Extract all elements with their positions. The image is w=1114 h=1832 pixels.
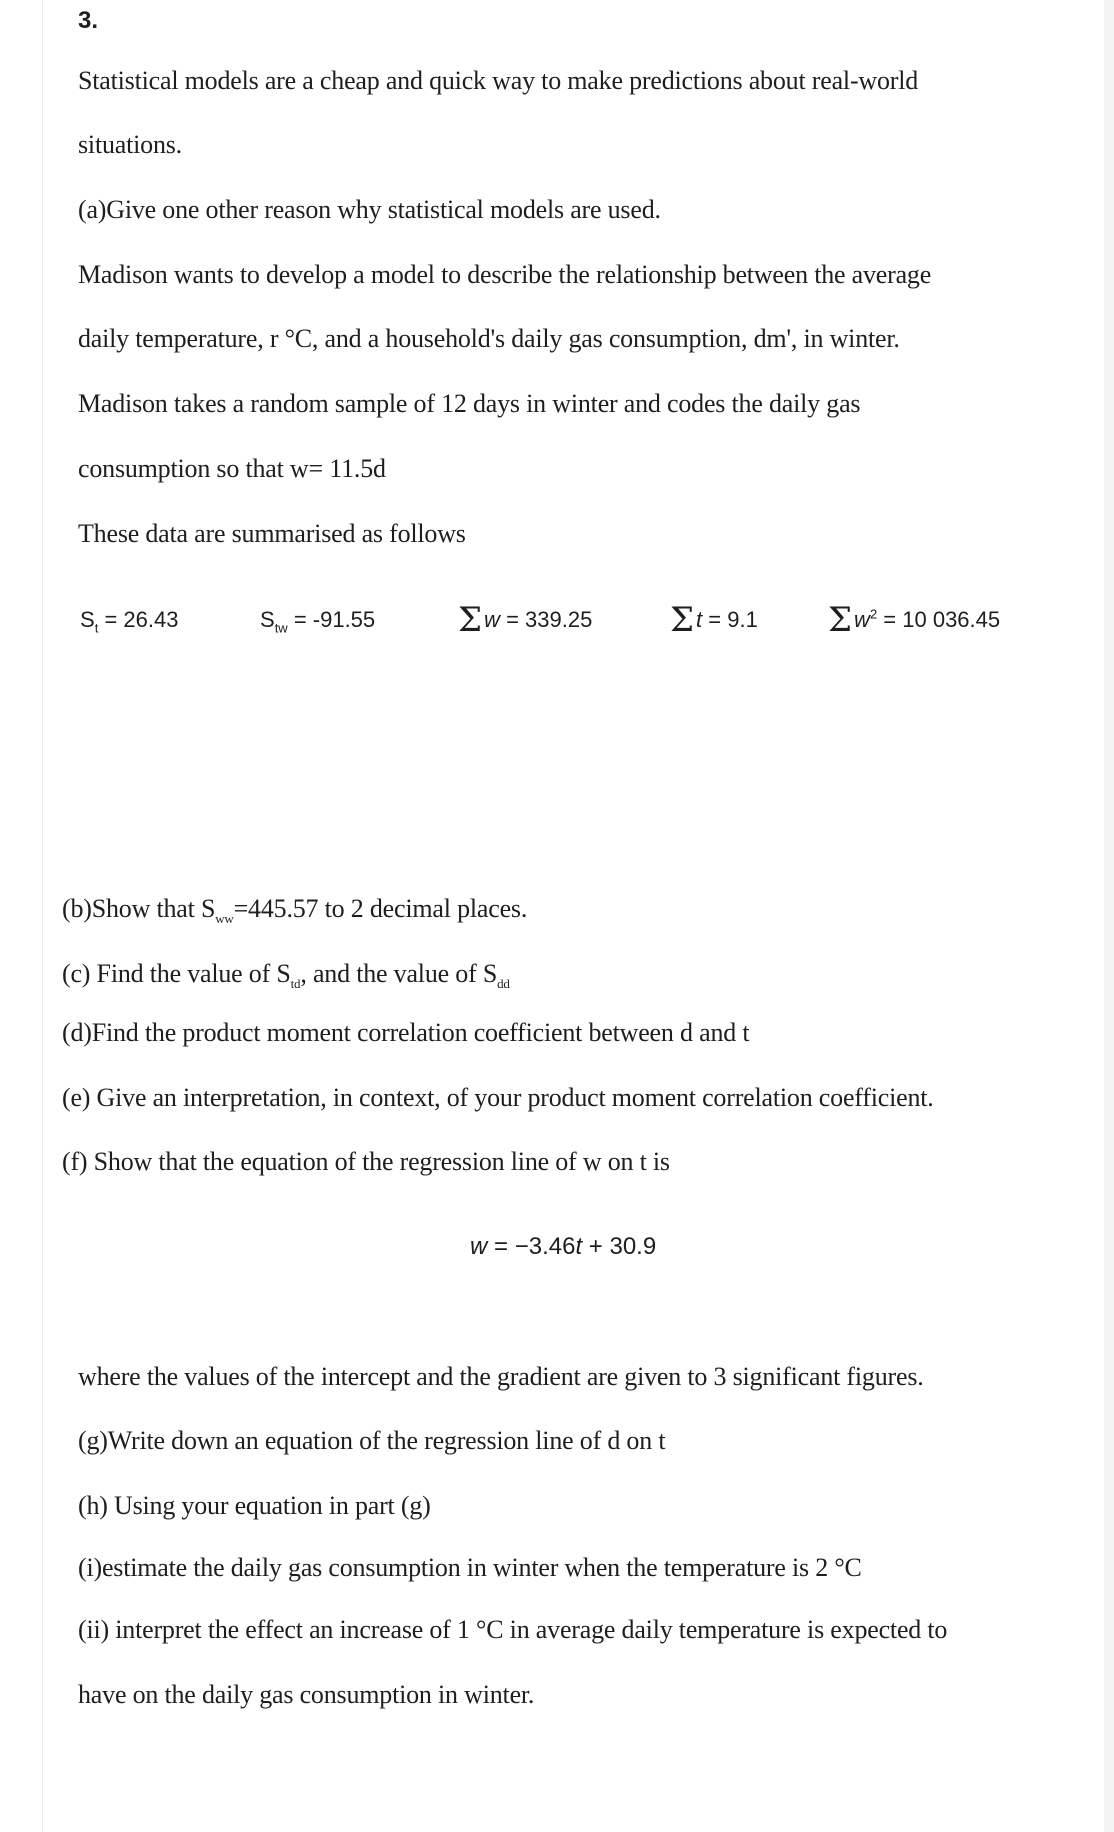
question-number: 3. (78, 7, 99, 34)
regression-equation: w = −3.46t + 30.9 (470, 1233, 657, 1260)
part-a-text: (a)Give one other reason why statistical models are used. (78, 195, 661, 224)
context-line-4: consumption so that w= 11.5d (78, 454, 386, 483)
stat-s-tw: $S_{tw} = -91.55$ (260, 607, 376, 636)
context-line-3: Madison takes a random sample of 12 days in winter and codes the daily gas (78, 389, 861, 418)
page-border-right (1104, 0, 1114, 1832)
part-f-note: where the values of the intercept and the gradient are given to 3 significant figures. (78, 1362, 924, 1391)
part-h-text: (h) Using your equation in part (g) (78, 1491, 431, 1520)
stat-sum-w-squared: $\Sigma w^2 = 10$ 036.45 (828, 600, 1001, 640)
page-border-left (42, 0, 43, 1832)
intro-line-1: Statistical models are a cheap and quick way to make predictions about real-world (78, 66, 919, 95)
intro-line-2: situations. (78, 130, 182, 159)
stat-s-tt: $S_t = 26.43$ (80, 607, 179, 636)
part-e-text: (e) Give an interpretation, in context, of your product moment correlation coefficient. (62, 1083, 934, 1112)
stat-sum-t: Σt = 9.1 (670, 600, 758, 640)
part-h-ii-line-2: have on the daily gas consumption in winter. (78, 1680, 535, 1709)
part-d-text: (d)Find the product moment correlation coefficient between d and t (62, 1018, 750, 1047)
part-h-i-text: (i)estimate the daily gas consumption in winter when the temperature is 2 °C (78, 1553, 862, 1582)
stat-sum-w: Σw = 339.25 (458, 600, 593, 640)
part-h-ii-line-1: (ii) interpret the effect an increase of 1 °C in average daily temperature is expected to (78, 1615, 948, 1644)
part-c-text: (c) Find the value of $S_{td}$, and the value of $S_{dd}$ (62, 959, 510, 992)
context-line-2: daily temperature, r °C, and a household's daily gas consumption, dm', in winter. (78, 324, 900, 353)
context-line-1: Madison wants to develop a model to describe the relationship between the average (78, 260, 932, 289)
part-f-text: (f) Show that the equation of the regression line of w on t is (62, 1147, 670, 1176)
part-g-text: (g)Write down an equation of the regression line of d on t (78, 1426, 666, 1455)
summary-intro: These data are summarised as follows (78, 519, 466, 548)
part-b-text: (b)Show that $S_{ww}=445.57$ to 2 decimal places. (62, 894, 528, 927)
